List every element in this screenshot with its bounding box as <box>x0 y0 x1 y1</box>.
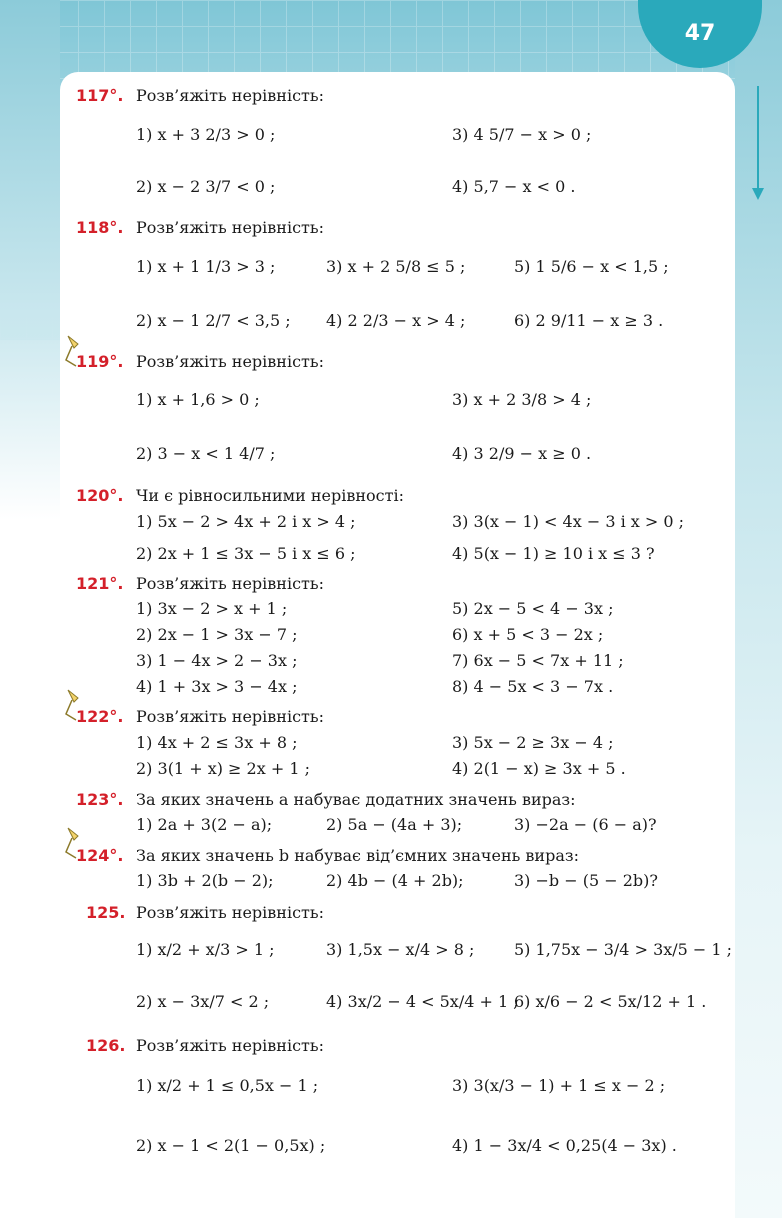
problem-item: 2) 5a − (4a + 3); <box>326 815 463 834</box>
left-margin-background <box>0 0 60 520</box>
problem-item: 4) 3 2/9 − x ≥ 0 . <box>452 444 592 463</box>
problem-item: 6) x/6 − 2 < 5x/12 + 1 . <box>514 992 707 1011</box>
problem-item: 7) 6x − 5 < 7x + 11 ; <box>452 651 624 670</box>
problem-item: 3) x + 2 3/8 > 4 ; <box>452 390 592 409</box>
problem-title: За яких значень b набуває від’ємних значень вираз: <box>136 846 579 865</box>
problem-item: 2) 2x − 1 > 3x − 7 ; <box>136 625 298 644</box>
problem-item: 2) x − 1 2/7 < 3,5 ; <box>136 311 291 330</box>
problem-number: 117°. <box>76 86 124 105</box>
problem-item: 2) x − 3x/7 < 2 ; <box>136 992 270 1011</box>
problem-item: 3) 3(x/3 − 1) + 1 ≤ x − 2 ; <box>452 1076 666 1095</box>
problem-item: 3) x + 2 5/8 ≤ 5 ; <box>326 257 466 276</box>
problem-title: Розв’яжіть нерівність: <box>136 903 324 922</box>
problem-title: Розв’яжіть нерівність: <box>136 352 324 371</box>
problem-item: 3) 3(x − 1) < 4x − 3 і x > 0 ; <box>452 512 685 531</box>
problem-item: 6) x + 5 < 3 − 2x ; <box>452 625 604 644</box>
problem-item: 2) 3 − x < 1 4/7 ; <box>136 444 276 463</box>
problem-item: 3) 4 5/7 − x > 0 ; <box>452 125 592 144</box>
problem-item: 3) 1,5x − x/4 > 8 ; <box>326 940 475 959</box>
problem-number: 118°. <box>76 218 124 237</box>
problem-item: 1) 3x − 2 > x + 1 ; <box>136 599 288 618</box>
problem-title: Розв’яжіть нерівність: <box>136 707 324 726</box>
problem-item: 3) 5x − 2 ≥ 3x − 4 ; <box>452 733 614 752</box>
problem-title: Чи є рівносильними нерівності: <box>136 486 404 505</box>
down-arrow-head-icon <box>752 188 764 200</box>
problem-item: 2) 4b − (4 + 2b); <box>326 871 464 890</box>
problem-number: 126. <box>86 1036 126 1055</box>
problem-item: 1) x + 3 2/3 > 0 ; <box>136 125 276 144</box>
problem-item: 5) 1,75x − 3/4 > 3x/5 − 1 ; <box>514 940 733 959</box>
problem-item: 8) 4 − 5x < 3 − 7x . <box>452 677 614 696</box>
problem-number: 119°. <box>76 352 124 371</box>
problem-item: 1) x/2 + 1 ≤ 0,5x − 1 ; <box>136 1076 319 1095</box>
problem-item: 4) 2(1 − x) ≥ 3x + 5 . <box>452 759 626 778</box>
problem-item: 4) 2 2/3 − x > 4 ; <box>326 311 466 330</box>
problem-item: 4) 1 − 3x/4 < 0,25(4 − 3x) . <box>452 1136 677 1155</box>
problem-title: Розв’яжіть нерівність: <box>136 86 324 105</box>
problem-item: 1) 4x + 2 ≤ 3x + 8 ; <box>136 733 298 752</box>
problem-item: 3) 1 − 4x > 2 − 3x ; <box>136 651 298 670</box>
problem-item: 3) −2a − (6 − a)? <box>514 815 657 834</box>
problem-number: 122°. <box>76 707 124 726</box>
problem-title: Розв’яжіть нерівність: <box>136 1036 324 1055</box>
problem-item: 1) 2a + 3(2 − a); <box>136 815 273 834</box>
problem-item: 1) 3b + 2(b − 2); <box>136 871 274 890</box>
problem-item: 4) 3x/2 − 4 < 5x/4 + 1 ; <box>326 992 519 1011</box>
problem-item: 2) x − 2 3/7 < 0 ; <box>136 177 276 196</box>
problem-title: Розв’яжіть нерівність: <box>136 574 324 593</box>
problem-item: 1) 5x − 2 > 4x + 2 і x > 4 ; <box>136 512 356 531</box>
problem-item: 2) 3(1 + x) ≥ 2x + 1 ; <box>136 759 310 778</box>
problem-item: 4) 1 + 3x > 3 − 4x ; <box>136 677 298 696</box>
problem-item: 5) 2x − 5 < 4 − 3x ; <box>452 599 614 618</box>
problem-number: 125. <box>86 903 126 922</box>
problem-item: 4) 5(x − 1) ≥ 10 і x ≤ 3 ? <box>452 544 655 563</box>
problem-item: 6) 2 9/11 − x ≥ 3 . <box>514 311 664 330</box>
problem-item: 1) x + 1 1/3 > 3 ; <box>136 257 276 276</box>
problem-title: За яких значень a набуває додатних значень вираз: <box>136 790 576 809</box>
problem-item: 1) x/2 + x/3 > 1 ; <box>136 940 275 959</box>
problem-number: 123°. <box>76 790 124 809</box>
problem-item: 4) 5,7 − x < 0 . <box>452 177 576 196</box>
problem-item: 2) 2x + 1 ≤ 3x − 5 і x ≤ 6 ; <box>136 544 356 563</box>
problem-item: 1) x + 1,6 > 0 ; <box>136 390 260 409</box>
problem-title: Розв’яжіть нерівність: <box>136 218 324 237</box>
problem-item: 3) −b − (5 − 2b)? <box>514 871 658 890</box>
page-number: 47 <box>684 20 716 46</box>
problem-number: 124°. <box>76 846 124 865</box>
problem-item: 5) 1 5/6 − x < 1,5 ; <box>514 257 669 276</box>
down-arrow-icon <box>757 86 759 190</box>
problem-item: 2) x − 1 < 2(1 − 0,5x) ; <box>136 1136 326 1155</box>
problem-number: 120°. <box>76 486 124 505</box>
problem-number: 121°. <box>76 574 124 593</box>
